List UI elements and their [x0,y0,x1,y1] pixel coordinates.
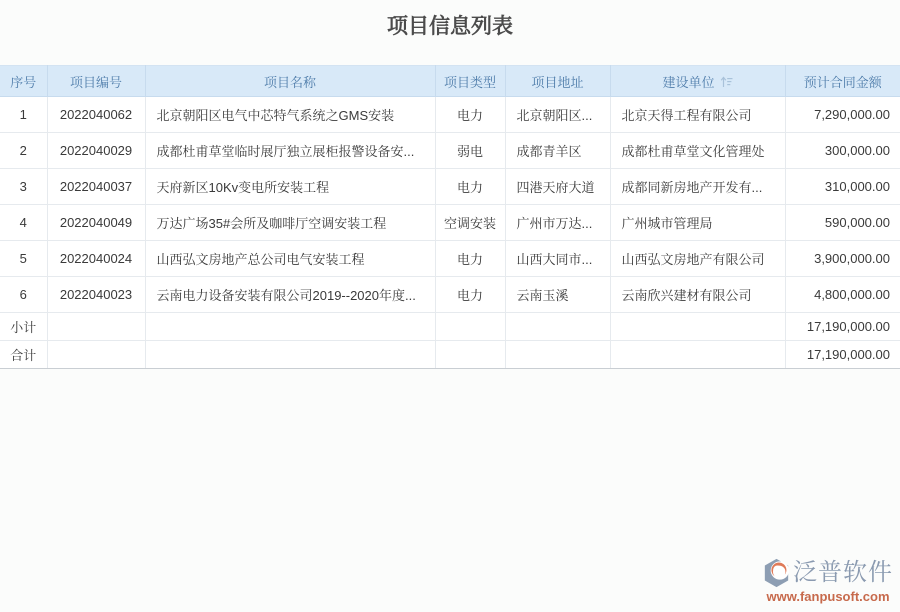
watermark-url: www.fanpusoft.com [766,589,890,604]
table-row [0,97,900,133]
table-row [0,241,900,277]
table-row [0,169,900,205]
cell-name: 山西弘文房地产总公司电气安装工程 [145,241,435,277]
col-header-code: 项目编号 [47,66,145,97]
table-header-row [0,66,900,97]
total-amount: 17,190,000.00 [785,341,900,369]
cell-code: 2022040024 [47,241,145,277]
cell-code: 2022040037 [47,169,145,205]
cell-code: 2022040062 [47,97,145,133]
cell-seq: 2 [0,133,47,169]
col-header-address: 项目地址 [505,66,610,97]
sort-ascending-icon[interactable] [720,76,733,88]
cell-type: 电力 [435,241,505,277]
cell-seq: 6 [0,277,47,313]
total-row [0,341,900,369]
table-row [0,133,900,169]
col-header-seq: 序号 [0,66,47,97]
cell-builder: 云南欣兴建材有限公司 [610,277,785,313]
col-header-amount: 预计合同金额 [785,66,900,97]
col-header-builder-label: 建设单位 [662,74,715,90]
cell-name: 北京朝阳区电气中芯特气系统之GMS安装 [145,97,435,133]
cell-builder: 山西弘文房地产有限公司 [610,241,785,277]
col-header-type: 项目类型 [435,66,505,97]
cell-seq: 3 [0,169,47,205]
cell-type: 空调安装 [435,205,505,241]
total-label: 合计 [0,341,47,369]
cell-seq: 4 [0,205,47,241]
cell-amount: 4,800,000.00 [785,277,900,313]
cell-type: 弱电 [435,133,505,169]
page-title: 项目信息列表 [387,15,513,38]
fanpu-logo-icon [763,558,790,588]
table-row [0,277,900,313]
cell-amount: 310,000.00 [785,169,900,205]
cell-address: 四港天府大道 [505,169,610,205]
cell-code: 2022040023 [47,277,145,313]
watermark-brand: 泛普软件 [793,559,893,586]
cell-name: 天府新区10Kv变电所安装工程 [145,169,435,205]
col-header-name: 项目名称 [145,66,435,97]
cell-builder: 北京天得工程有限公司 [610,97,785,133]
col-header-builder[interactable] [610,66,785,97]
project-info-table [0,65,900,369]
cell-code: 2022040049 [47,205,145,241]
subtotal-row [0,313,900,341]
cell-amount: 3,900,000.00 [785,241,900,277]
cell-address: 北京朝阳区... [505,97,610,133]
cell-name: 云南电力设备安装有限公司2019--2020年度... [145,277,435,313]
cell-amount: 300,000.00 [785,133,900,169]
table-row [0,205,900,241]
cell-address: 云南玉溪 [505,277,610,313]
cell-address: 广州市万达... [505,205,610,241]
cell-type: 电力 [435,97,505,133]
watermark [763,558,893,604]
cell-amount: 7,290,000.00 [785,97,900,133]
cell-builder: 广州城市管理局 [610,205,785,241]
cell-seq: 1 [0,97,47,133]
subtotal-label: 小计 [0,313,47,341]
cell-name: 万达广场35#会所及咖啡厅空调安装工程 [145,205,435,241]
cell-address: 山西大同市... [505,241,610,277]
cell-seq: 5 [0,241,47,277]
subtotal-amount: 17,190,000.00 [785,313,900,341]
cell-type: 电力 [435,169,505,205]
cell-name: 成都杜甫草堂临时展厅独立展柜报警设备安... [145,133,435,169]
cell-builder: 成都杜甫草堂文化管理处 [610,133,785,169]
cell-code: 2022040029 [47,133,145,169]
cell-amount: 590,000.00 [785,205,900,241]
cell-address: 成都青羊区 [505,133,610,169]
cell-type: 电力 [435,277,505,313]
cell-builder: 成都同新房地产开发有... [610,169,785,205]
